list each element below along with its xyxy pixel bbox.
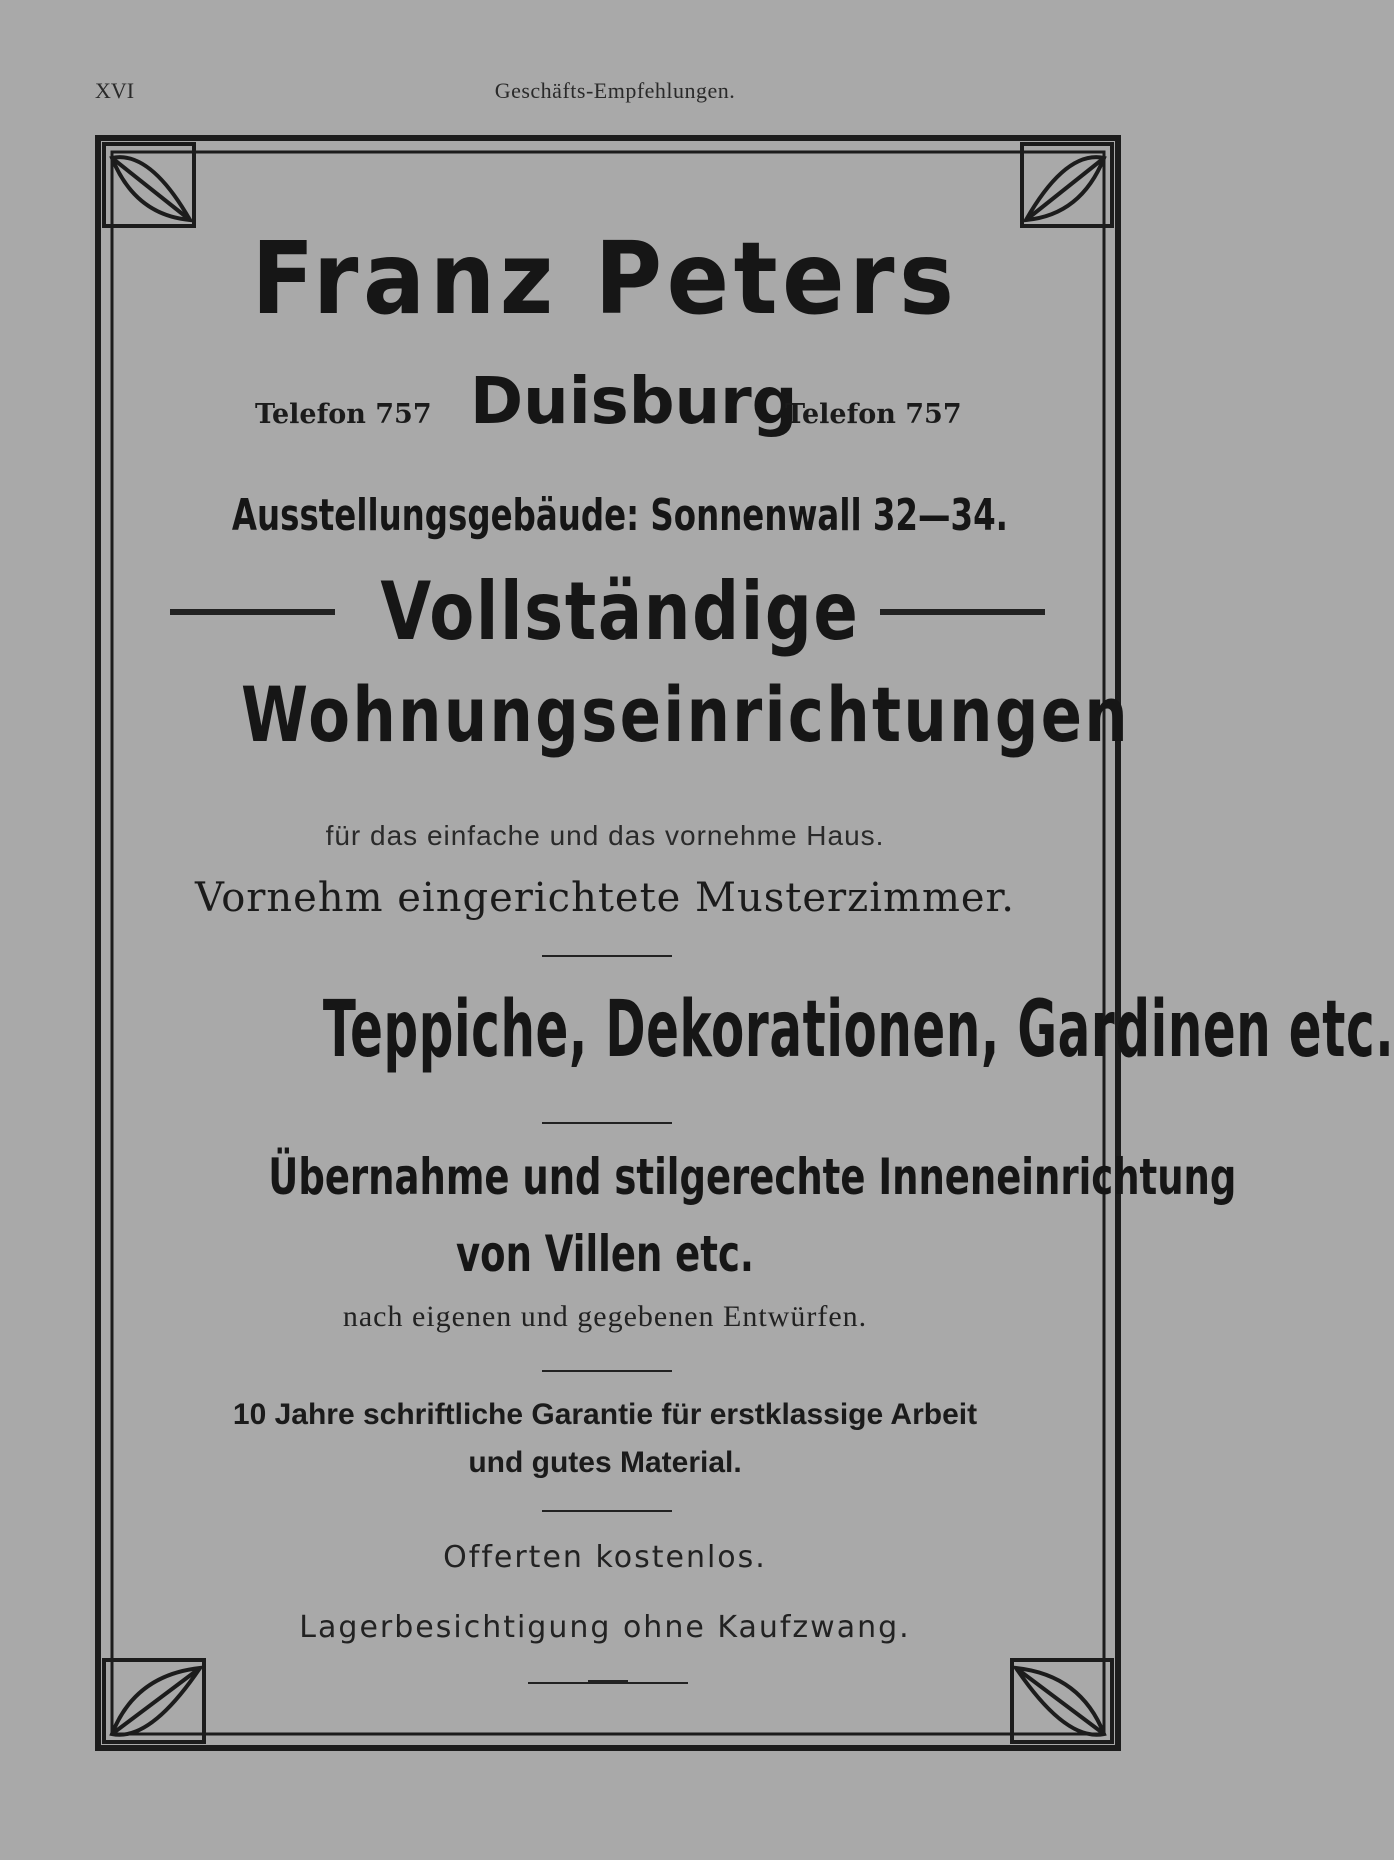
design-note: nach eigenen und gegebenen Entwürfen. (342, 1300, 868, 1333)
headline-line-2: Wohnungseinrichtungen (241, 670, 1131, 759)
page-number: XVI (95, 78, 135, 103)
phone-right: Telefon 757 (785, 399, 962, 430)
divider-rule-2 (542, 1122, 672, 1124)
city-row (150, 365, 1060, 445)
city-name: Duisburg (470, 365, 798, 439)
headline-line-1: Vollständige (380, 565, 860, 658)
takeover-line-1: Übernahme und stilgerechte Inneneinrichtung (268, 1148, 1237, 1206)
headline-row (150, 565, 1060, 658)
showroom-line: Vornehm eingerichtete Musterzimmer. (195, 875, 1015, 921)
subline: für das einfache und das vornehme Haus. (325, 820, 885, 851)
end-rule-right (628, 1682, 688, 1684)
double-rule-right (880, 609, 1045, 615)
double-rule-left (170, 609, 335, 615)
warehouse-line: Lagerbesichtigung ohne Kaufzwang. (299, 1610, 911, 1645)
firm-name: Franz Peters (251, 220, 959, 337)
running-title: Geschäfts-Empfehlungen. (494, 78, 736, 103)
offers-line: Offerten kostenlos. (443, 1540, 767, 1575)
guarantee-line-1: 10 Jahre schriftliche Garantie für erstklassige Arbeit (232, 1398, 978, 1431)
end-rule-center (588, 1680, 628, 1684)
divider-rule-4 (542, 1510, 672, 1512)
divider-rule-3 (542, 1370, 672, 1372)
products-line: Teppiche, Dekorationen, Gardinen etc. (322, 985, 1394, 1075)
guarantee-line-2: und gutes Material. (468, 1446, 742, 1479)
exhibition-address: Ausstellungsgebäude: Sonnenwall 32—34. (231, 490, 1008, 541)
end-rule-left (528, 1682, 588, 1684)
divider-rule-1 (542, 955, 672, 957)
phone-left: Telefon 757 (255, 399, 432, 430)
advertisement (150, 200, 1394, 1740)
takeover-line-2: von Villen etc. (456, 1225, 754, 1283)
